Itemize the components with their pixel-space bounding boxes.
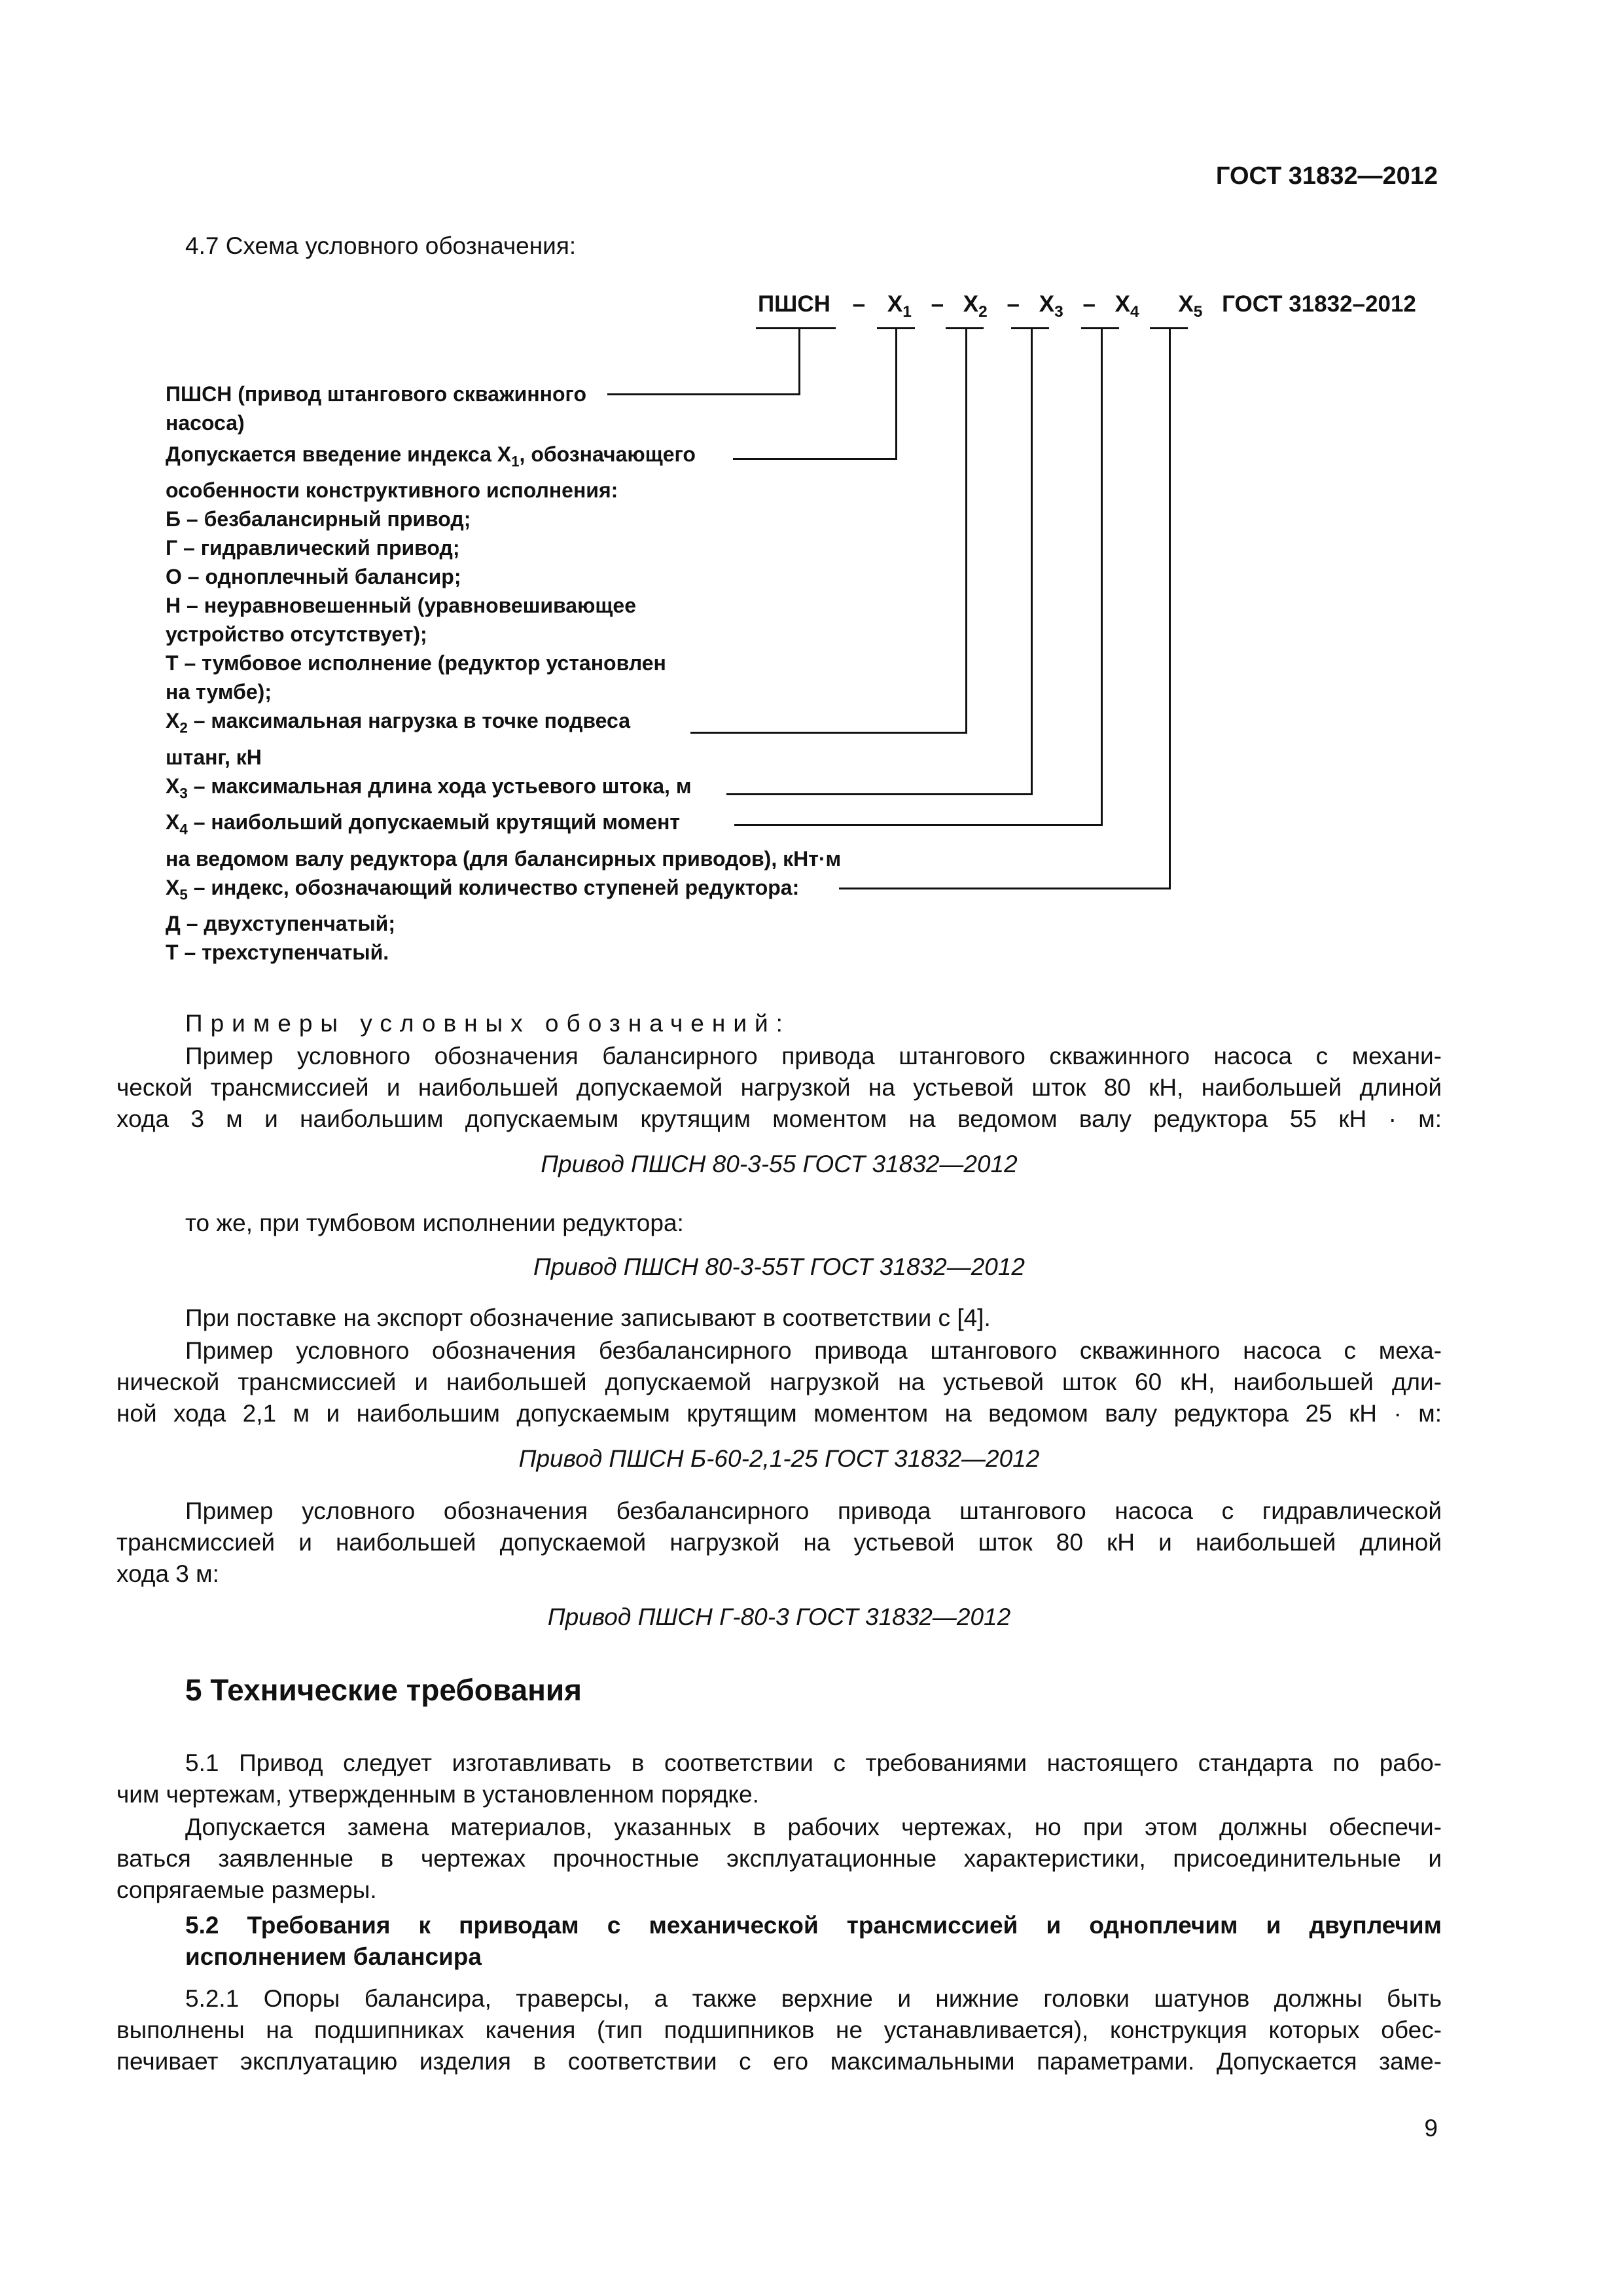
scheme-x4: $X_4$ <box>1115 291 1139 321</box>
example-4-paragraph: Пример условного обозначения безбалансирного привода штангового насоса с гидравлической трансмиссией и наибольшей допускаемой нагрузкой на устьевой шток 80 кН и наибольшей длиной хода 3 м: <box>116 1498 1442 1587</box>
scheme-x5: $X_5$ <box>1178 291 1203 321</box>
designation-scheme <box>758 291 1416 321</box>
example-3-paragraph: Пример условного обозначения безбалансирного привода штангового скважинного насоса с меха- нической трансмиссией и наибольшей допускаемой нагрузкой на устьевой шток 60 кН, наибольшей дли- ной хода 2,1 м и наибольшим допускаемым крутящим моментом на ведомом валу редуктора 25 кН · м: <box>116 1337 1442 1427</box>
leader-x5-vertical <box>1169 327 1171 889</box>
scheme-dash: – <box>931 291 944 317</box>
legend-item: ПШСН (привод штангового скважинного насоса) Допускается введение индекса $X_1$, обозначающего особенности конструктивного исполнения: Б – безбалансирный привод; Г – гидравлический привод; О – одноплечный балансир; Н – неуравновешенный (уравновешивающее устройство отсутствует); Т – тумбовое исполнение (редуктор установлен на тумбе); $X_2$ – максимальная нагрузка в точке подвеса штанг, кН $X_3$ – максимальная длина хода устьевого штока, м $X_4$ – наибольший допускаемый крутящий момент на ведомом валу редуктора (для балансирных приводов), кНт·м $X_5$ – индекс, обозначающий количество ступеней редуктора: Д – двухступенчатый; Т – трехступенчатый. <box>166 382 842 964</box>
leader-x2-vertical <box>965 327 967 733</box>
scheme-dash: – <box>1082 291 1096 317</box>
scheme-dash: – <box>1007 291 1020 317</box>
underline-x4 <box>1081 327 1119 329</box>
scheme-standard: ГОСТ 31832–2012 <box>1222 291 1416 317</box>
scheme-prefix: ПШСН <box>758 291 830 317</box>
example-4-code: Привод ПШСН Г-80-3 ГОСТ 31832—2012 <box>547 1604 1011 1630</box>
underline-x3 <box>1011 327 1049 329</box>
example-2-code: Привод ПШСН 80-3-55Т ГОСТ 31832—2012 <box>533 1253 1026 1280</box>
leader-x4-vertical <box>1101 327 1103 825</box>
scheme-x1: $X_1$ <box>887 291 912 321</box>
page-number: 9 <box>1424 2115 1438 2142</box>
paragraph-5-1-materials: Допускается замена материалов, указанных в рабочих чертежах, но при этом должны обеспечи- ваться заявленные в чертежах прочностные эксплуатационные характеристики, присоединительные и сопрягаемые размеры. <box>116 1814 1442 1903</box>
paragraph-5-2-1: 5.2.1 Опоры балансира, траверсы, а также верхние и нижние головки шатунов должны быть выполнены на подшипниках качения (тип подшипников не устанавливается), конструкция которых обес- печивает эксплуатацию изделия в соответствии с его максимальными параметрами. Допускается заме- <box>116 1985 1442 2075</box>
leader-x3-vertical <box>1031 327 1033 795</box>
underline-prefix <box>756 327 836 329</box>
scheme-dash: – <box>852 291 866 317</box>
document-header: ГОСТ 31832—2012 <box>1215 162 1438 190</box>
leader-x5-horizontal <box>839 888 1171 889</box>
scheme-x2: $X_2$ <box>963 291 988 321</box>
paragraph-5-1: 5.1 Привод следует изготавливать в соответствии с требованиями настоящего стандарта по рабо- чим чертежам, утвержденным в установленном порядке. <box>116 1749 1442 1808</box>
examples-heading: Примеры условных обозначений: <box>185 1010 791 1037</box>
export-note: При поставке на экспорт обозначение записывают в соответствии с [4]. <box>185 1304 991 1331</box>
section-4-7-title: 4.7 Схема условного обозначения: <box>185 232 577 259</box>
example-2-intro: то же, при тумбовом исполнении редуктора: <box>185 1210 684 1236</box>
example-1-paragraph: Пример условного обозначения балансирного привода штангового скважинного насоса с механи- ческой трансмиссией и наибольшей допускаемой нагрузкой на устьевой шток 80 кН, наибольшей длиной хода 3 м и наибольшим допускаемым крутящим моментом на ведомом валу редуктора 55 кН · м: <box>116 1043 1442 1132</box>
example-3-code: Привод ПШСН Б-60-2,1-25 ГОСТ 31832—2012 <box>518 1445 1040 1472</box>
leader-x1-vertical <box>895 327 897 459</box>
example-1-code: Привод ПШСН 80-3-55 ГОСТ 31832—2012 <box>541 1151 1018 1177</box>
scheme-x3: $X_3$ <box>1039 291 1063 321</box>
section-5-title: 5 Технические требования <box>185 1673 582 1707</box>
subsection-5-2-title: 5.2 Требования к приводам с механической трансмиссией и одноплечим и двуплечим исполнением балансира <box>185 1912 1442 1970</box>
underline-x2 <box>946 327 984 329</box>
